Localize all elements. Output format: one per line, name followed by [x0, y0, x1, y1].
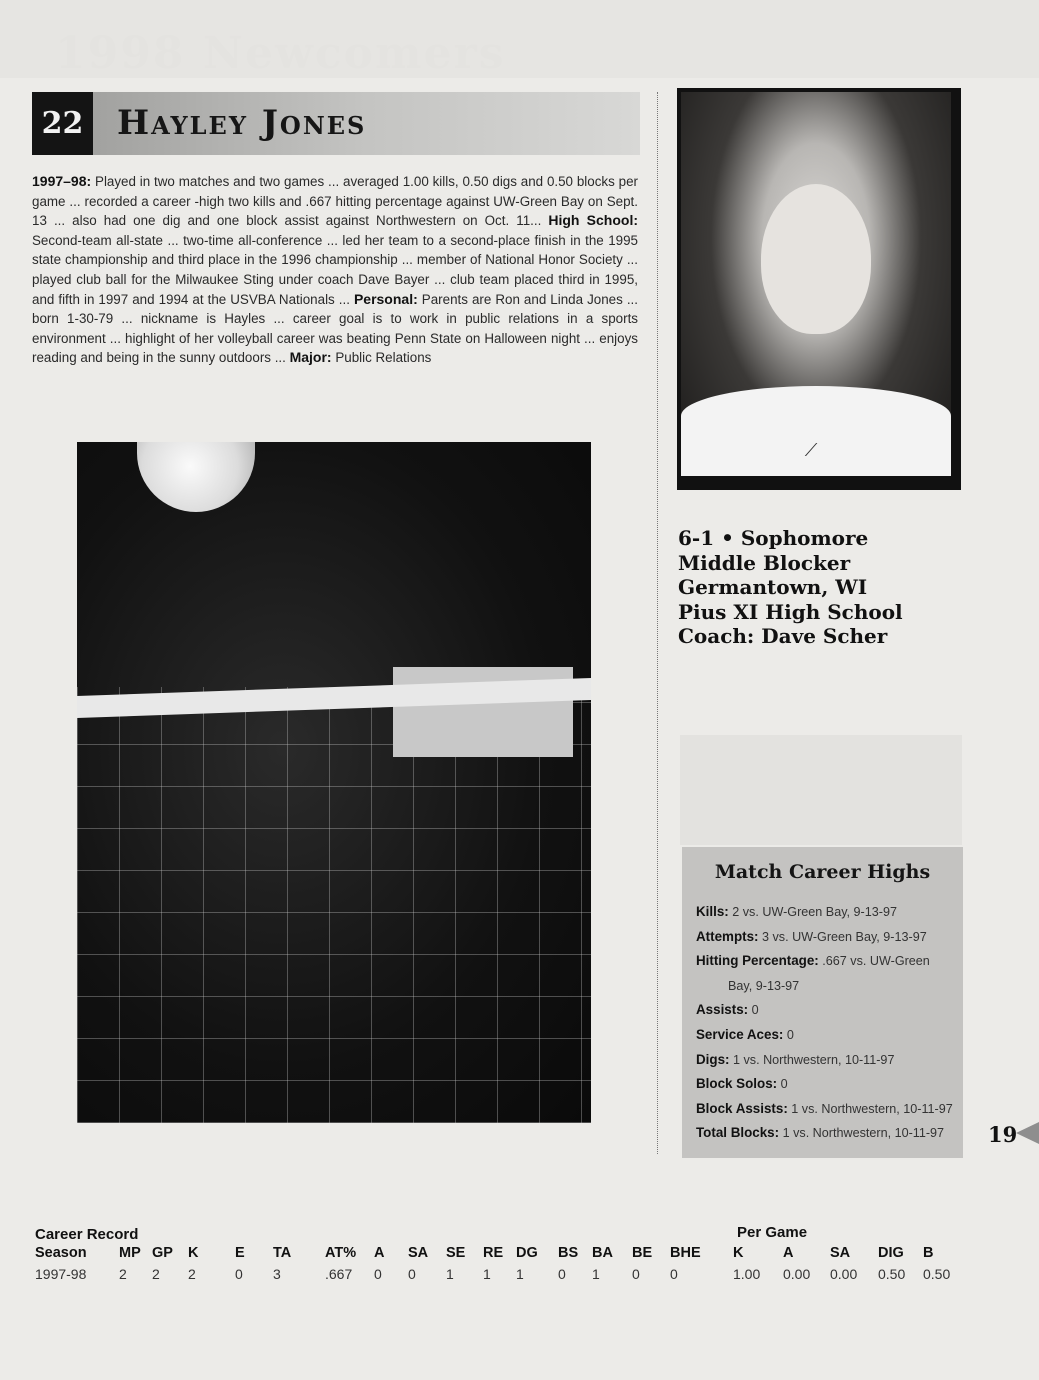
table-cell: 0 — [235, 1266, 243, 1282]
table-cell: 2 — [119, 1266, 127, 1282]
stat-label: Assists: — [696, 1002, 749, 1018]
stat-value: .667 vs. UW-Green — [818, 954, 930, 969]
stat-value: 1 vs. Northwestern, 10-11-97 — [729, 1052, 895, 1067]
table-cell: 0 — [408, 1266, 416, 1282]
career-high-row — [696, 1097, 954, 1122]
shirt-shape — [681, 386, 951, 476]
table-cell: 1 — [483, 1266, 491, 1282]
table-cell: 1.00 — [733, 1266, 761, 1282]
vitals-height-class: 6-1 • Sophomore — [678, 526, 869, 550]
vitals-hometown: Germantown, WI — [678, 575, 868, 599]
jersey-number: 22 — [32, 92, 93, 155]
stat-label: Block Solos: — [696, 1076, 778, 1092]
player-vitals — [678, 526, 903, 649]
table-cell: 0 — [558, 1266, 566, 1282]
stat-value: 1 vs. Northwestern, 10-11-97 — [779, 1126, 945, 1141]
column-divider — [657, 92, 658, 1154]
stat-label: Attempts: — [696, 928, 759, 944]
column-header: MP — [119, 1245, 141, 1261]
column-header: E — [235, 1245, 245, 1261]
column-header: BA — [592, 1245, 613, 1261]
bio-text — [32, 172, 638, 368]
name-banner — [32, 92, 640, 155]
stat-value: 0 — [783, 1027, 794, 1042]
stat-value: 0 — [748, 1003, 759, 1018]
headshot-image — [681, 92, 951, 476]
table-cell: 1 — [446, 1266, 454, 1282]
bio-text-segment: Played in two matches and two games ... averaged 1.00 kills, 0.50 digs and 0.50 blocks per game ... recorded a career -high two kills and .667 hitting percentage against UW-Green Bay on Sept. 13 ... also had one dig and one block assist against Northwestern on Oct. 11... — [32, 174, 638, 229]
stat-value-cont: Bay, 9-13-97 — [728, 978, 800, 993]
table-cell: 1 — [592, 1266, 600, 1282]
table-cell: 1 — [516, 1266, 524, 1282]
career-record-title: Career Record — [35, 1226, 139, 1243]
column-header: AT% — [325, 1245, 357, 1261]
stat-label: Digs: — [696, 1051, 730, 1067]
bio-label: 1997–98: — [32, 173, 92, 189]
page-number: 19 — [988, 1122, 1018, 1147]
stat-value: 2 vs. UW-Green Bay, 9-13-97 — [728, 905, 897, 919]
bio-text-segment: Parents are Ron and Linda Jones ... born 1-30-79 ... nickname is Hayles ... career goal is to work in public relations in a sports environment ... highlight of her volleyball career was beating Penn State on Halloween night ... enjoys reading and being in the sunny outdoors ... — [32, 291, 638, 366]
stat-value: 1 vs. Northwestern, 10-11-97 — [787, 1101, 953, 1116]
volleyball-icon — [137, 442, 255, 512]
net-mesh — [77, 687, 591, 1123]
column-header: SA — [408, 1245, 429, 1261]
career-high-row — [696, 925, 954, 950]
stat-label: Service Aces: — [696, 1026, 784, 1042]
column-header: GP — [152, 1245, 173, 1261]
column-header: SA — [830, 1245, 851, 1261]
column-header: SE — [446, 1245, 466, 1261]
stat-label: Kills: — [696, 904, 729, 919]
vitals-coach: Coach: Dave Scher — [678, 624, 888, 648]
headshot-photo — [677, 88, 961, 490]
career-high-row — [696, 900, 954, 925]
table-cell: 2 — [188, 1266, 196, 1282]
career-high-row — [696, 949, 954, 998]
column-header: Season — [35, 1245, 87, 1261]
career-high-row — [696, 1072, 954, 1097]
career-high-row — [696, 1121, 954, 1146]
bio-label: Major: — [289, 349, 332, 366]
career-highs-list — [696, 900, 954, 1146]
career-highs-box — [682, 847, 963, 1158]
column-header: A — [783, 1245, 794, 1261]
table-cell: 0 — [670, 1266, 678, 1282]
table-cell: 0 — [374, 1266, 382, 1282]
column-header: RE — [483, 1245, 504, 1261]
page-tab-arrow-icon — [1016, 1122, 1039, 1144]
vitals-high-school: Pius XI High School — [678, 599, 903, 624]
table-cell: 0.50 — [878, 1266, 906, 1282]
face-shape — [761, 184, 871, 334]
section-ghost-title: 1998 Newcomers — [55, 28, 506, 79]
stat-value: 3 vs. UW-Green Bay, 9-13-97 — [758, 929, 927, 944]
table-cell: 0.50 — [923, 1266, 951, 1282]
stat-label: Hitting Percentage: — [696, 953, 819, 969]
table-cell: .667 — [325, 1266, 353, 1282]
column-header: K — [733, 1245, 744, 1261]
column-header: BS — [558, 1245, 579, 1261]
column-header: BHE — [670, 1245, 701, 1261]
bio-text-segment: Second-team all-state ... two-time all-conference ... led her team to a second-place finish in the 1995 state championship and third place in the 1996 championship ... member of National Honor Society ... played club ball for the Milwaukee Sting under coach Dave Bayer ... club team placed third in 1995, and fifth in 1997 and 1994 at the USVBA Nationals ... — [32, 232, 638, 307]
career-high-row — [696, 998, 954, 1023]
column-header: BE — [632, 1245, 653, 1261]
reebok-logo-icon: ⟋ — [804, 440, 818, 460]
table-cell: 1997-98 — [35, 1266, 87, 1282]
stat-label: Block Assists: — [696, 1100, 788, 1116]
stat-value: 0 — [777, 1077, 788, 1092]
column-header: B — [923, 1245, 934, 1261]
column-header: DG — [516, 1245, 538, 1261]
per-game-label: Per Game — [737, 1224, 808, 1241]
column-header: DIG — [878, 1245, 904, 1261]
table-cell: 0.00 — [783, 1266, 811, 1282]
player-name: Hayley Jones — [117, 103, 367, 143]
column-header: TA — [273, 1245, 292, 1261]
career-highs-title: Match Career Highs — [714, 861, 931, 883]
column-header: K — [188, 1245, 199, 1261]
table-cell: 2 — [152, 1266, 160, 1282]
career-high-row — [696, 1023, 954, 1048]
career-high-row — [696, 1048, 954, 1073]
bio-label: High School: — [548, 212, 639, 229]
table-cell: 0 — [632, 1266, 640, 1282]
column-header: A — [374, 1245, 385, 1261]
stat-label: Total Blocks: — [696, 1125, 780, 1141]
background-box — [680, 735, 962, 845]
table-cell: 0.00 — [830, 1266, 858, 1282]
bio-label: Personal: — [353, 290, 418, 307]
bio-text-segment: Public Relations — [331, 350, 432, 366]
vitals-position: Middle Blocker — [678, 550, 851, 575]
table-cell: 3 — [273, 1266, 281, 1282]
action-photo — [77, 442, 591, 1123]
